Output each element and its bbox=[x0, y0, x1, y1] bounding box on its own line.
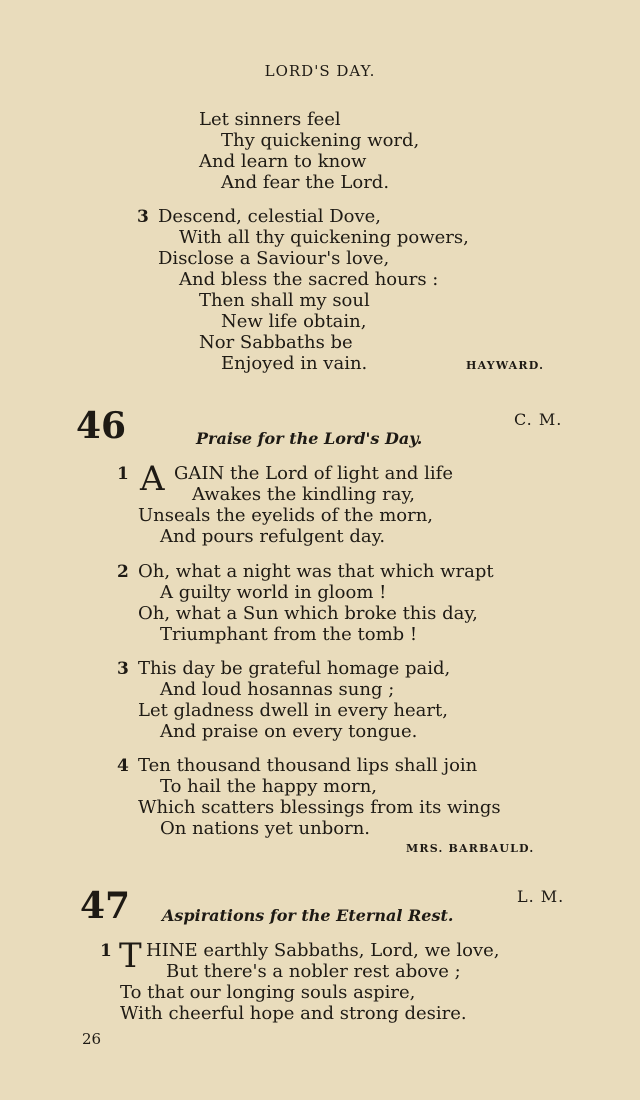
hymn-meter: L. M. bbox=[517, 887, 565, 906]
drop-cap: A bbox=[140, 459, 165, 499]
verse-line: This day be grateful homage paid, bbox=[138, 658, 451, 679]
verse-number: 3 bbox=[117, 659, 129, 679]
verse-number: 3 bbox=[137, 207, 149, 227]
verse-line: Let sinners feel bbox=[199, 109, 341, 130]
page-number: 26 bbox=[82, 1030, 102, 1048]
verse-line: Thy quickening word, bbox=[221, 130, 420, 151]
verse-number: 1 bbox=[100, 941, 112, 961]
verse-line: Ten thousand thousand lips shall join bbox=[138, 755, 478, 776]
hymn-title: Praise for the Lord's Day. bbox=[196, 429, 423, 448]
verse-line: And learn to know bbox=[199, 151, 367, 172]
running-header: LORD'S DAY. bbox=[264, 62, 376, 80]
hymn-title: Aspirations for the Eternal Rest. bbox=[162, 906, 454, 925]
verse-line: Triumphant from the tomb ! bbox=[160, 624, 418, 645]
verse-line: Disclose a Saviour's love, bbox=[158, 248, 390, 269]
verse-line: But there's a nobler rest above ; bbox=[166, 961, 461, 982]
verse-number: 1 bbox=[117, 464, 129, 484]
verse-line: A guilty world in gloom ! bbox=[160, 582, 387, 603]
verse-line: Oh, what a Sun which broke this day, bbox=[138, 603, 478, 624]
verse-line: And pours refulgent day. bbox=[160, 526, 386, 547]
verse-line: Which scatters blessings from its wings bbox=[138, 797, 501, 818]
verse-line: Unseals the eyelids of the morn, bbox=[138, 505, 434, 526]
verse-line: On nations yet unborn. bbox=[160, 818, 371, 839]
drop-cap: T bbox=[119, 936, 142, 976]
verse-line: HINE earthly Sabbaths, Lord, we love, bbox=[146, 940, 500, 961]
verse-line: And fear the Lord. bbox=[221, 172, 390, 193]
hymn-meter: C. M. bbox=[514, 410, 563, 429]
verse-line: And praise on every tongue. bbox=[160, 721, 418, 742]
verse-line: Descend, celestial Dove, bbox=[158, 206, 382, 227]
verse-number: 2 bbox=[117, 562, 129, 582]
hymn-number: 46 bbox=[76, 405, 127, 447]
author-attribution: HAYWARD. bbox=[466, 359, 545, 372]
verse-line: Let gladness dwell in every heart, bbox=[138, 700, 448, 721]
hymn-number: 47 bbox=[80, 885, 131, 927]
verse-number: 4 bbox=[117, 756, 129, 776]
verse-line: And loud hosannas sung ; bbox=[160, 679, 395, 700]
verse-line: GAIN the Lord of light and life bbox=[174, 463, 453, 484]
verse-line: With all thy quickening powers, bbox=[179, 227, 469, 248]
verse-line: Nor Sabbaths be bbox=[199, 332, 353, 353]
verse-line: To hail the happy morn, bbox=[160, 776, 378, 797]
author-attribution: MRS. BARBAULD. bbox=[406, 842, 535, 855]
verse-line: New life obtain, bbox=[221, 311, 367, 332]
verse-line: Oh, what a night was that which wrapt bbox=[138, 561, 494, 582]
verse-line: And bless the sacred hours : bbox=[179, 269, 439, 290]
verse-line: With cheerful hope and strong desire. bbox=[120, 1003, 467, 1024]
verse-line: Enjoyed in vain. bbox=[221, 353, 368, 374]
verse-line: To that our longing souls aspire, bbox=[120, 982, 416, 1003]
verse-line: Then shall my soul bbox=[199, 290, 370, 311]
verse-line: Awakes the kindling ray, bbox=[192, 484, 416, 505]
